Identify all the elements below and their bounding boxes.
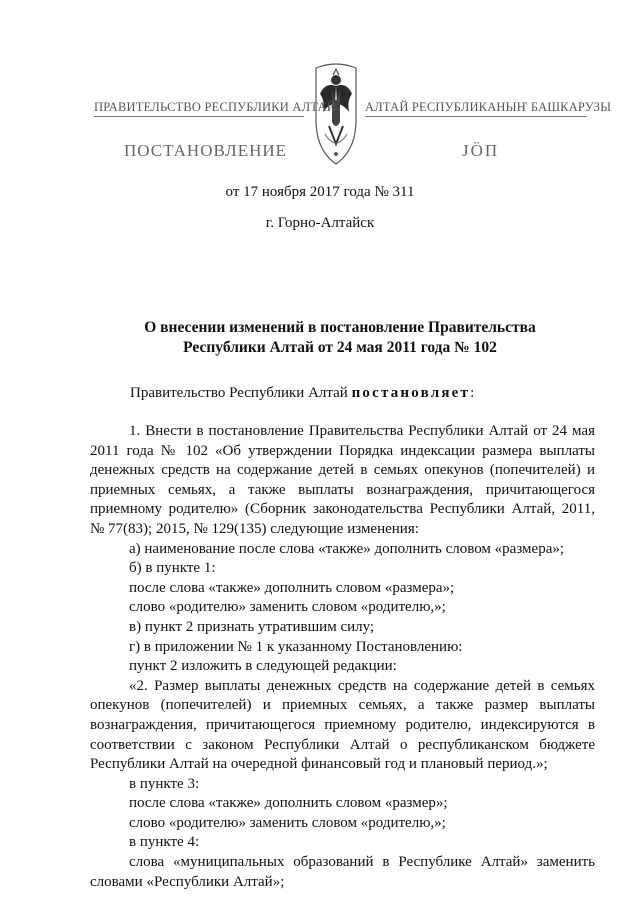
document-title — [90, 318, 590, 358]
government-name-russian: ПРАВИТЕЛЬСТВО РЕСПУБЛИКИ АЛТАЙ — [94, 100, 336, 114]
item-b-1: после слова «также» дополнить словом «размера»; — [129, 579, 455, 596]
intro-emphasis: постановляет — [351, 385, 471, 401]
government-name-altai: АЛТАЙ РЕСПУБЛИКАНЫҤ БАШКАРУЗЫ — [365, 100, 612, 114]
document-city: г. Горно-Алтайск — [265, 215, 375, 231]
paragraph-3: слова «муниципальных образований в Республике Алтай» заменить словами «Республики Алтай»; — [90, 854, 595, 890]
item-e-1: после слова «также» дополнить словом «размер»; — [129, 795, 448, 812]
item-a: а) наименование после слова «также» дополнить словом «размера»; — [129, 540, 565, 557]
intro-end: : — [470, 385, 475, 401]
item-e-2: слово «родителю» заменить словом «родителю,»; — [129, 814, 446, 831]
intro-text: Правительство Республики Алтай — [130, 385, 352, 401]
document-date-number: от 17 ноября 2017 года № 311 — [225, 184, 415, 200]
paragraph-1: 1. Внести в постановление Правительства Республики Алтай от 24 мая 2011 года № 102 «Об утверждении Порядка индексации размера выплаты денежных средств на содержание детей в семьях опекунов (попечителей) и приемных семьях, а также выплаты вознаграждения, причитающегося приемному родителю» (Сборник законодательства Республики Алтай, 2011, № 77(83); 2015, № 129(135) следующие изменения: — [90, 423, 595, 537]
document-type-russian: ПОСТАНОВЛЕНИЕ — [124, 141, 288, 160]
title-line-2: Республики Алтай от 24 мая 2011 года № 102 — [183, 339, 497, 356]
item-e: в пункте 3: — [129, 775, 200, 792]
title-line-1: О внесении изменений в постановление Правительства — [144, 319, 536, 336]
header-divider-right — [365, 116, 587, 117]
intro-paragraph — [130, 385, 474, 402]
item-b: б) в пункте 1: — [129, 560, 216, 577]
item-b-2: слово «родителю» заменить словом «родителю,»; — [129, 599, 446, 616]
document-type-altai: JÖП — [462, 141, 500, 160]
paragraph-2: «2. Размер выплаты денежных средств на содержание детей в семьях опекунов (попечителей) и приемных семьях, а также размер выплаты вознаграждения, причитающегося приемному родителю, индексируются в соответствии с законом Республики Алтай о республиканском бюджете Республики Алтай на очередной финансовый год и плановый период.»; — [90, 677, 595, 773]
document-body — [90, 422, 595, 892]
item-f: в пункте 4: — [129, 834, 200, 851]
item-c: в) пункт 2 признать утратившим силу; — [129, 618, 375, 635]
item-d: г) в приложении № 1 к указанному Постановлению: — [129, 638, 463, 655]
header-divider-left — [94, 116, 304, 117]
item-d-1: пункт 2 изложить в следующей редакции: — [129, 658, 397, 675]
